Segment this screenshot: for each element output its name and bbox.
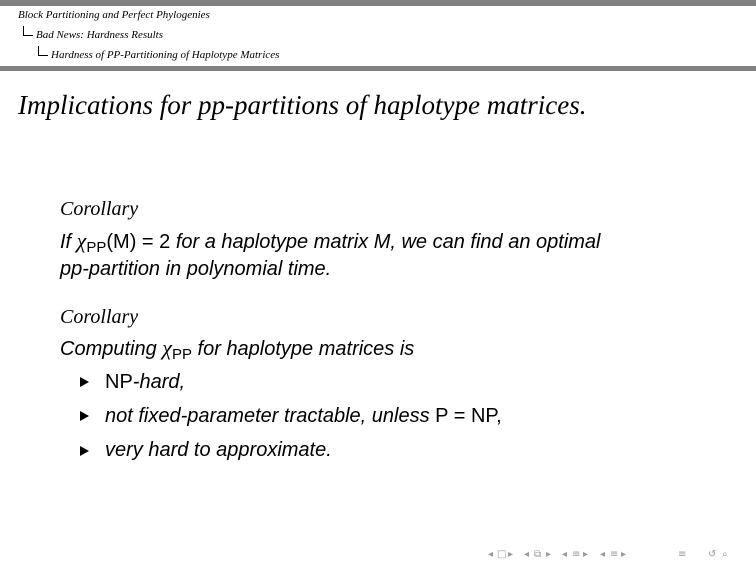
top-rule	[0, 0, 756, 6]
nav-back-icon[interactable]: ↺	[708, 549, 717, 560]
bullet-icon	[80, 377, 89, 387]
corollary-title: Corollary	[60, 306, 139, 328]
tree-connector	[23, 26, 33, 36]
item-italic: very hard to approximate.	[105, 439, 332, 461]
corollary-title: Corollary	[60, 198, 139, 220]
text-rest: for a haplotype matrix M, we can find an optimal	[170, 231, 601, 253]
list-item	[105, 437, 332, 463]
text-post: for haplotype matrices is	[191, 338, 415, 360]
nav-section-icon[interactable]: ≡	[572, 549, 581, 560]
item-italic: not fixed-parameter tractable, unless	[105, 405, 436, 427]
item-trail: ,	[496, 405, 502, 427]
nav-next-section-icon[interactable]: ▸	[583, 549, 589, 560]
nav-prev-subsubsection-icon[interactable]: ◂	[600, 549, 606, 560]
nav-prev-section-icon[interactable]: ◂	[562, 549, 568, 560]
slide-title: Implications for pp-partitions of haplotype matrices.	[18, 90, 587, 120]
nav-search-icon[interactable]: ⌕	[722, 549, 728, 560]
navigation-bar	[488, 548, 750, 562]
bullet-icon	[80, 411, 89, 421]
item-italic: -hard,	[132, 371, 186, 393]
breadcrumb-section[interactable]: Block Partitioning and Perfect Phylogenies	[18, 9, 210, 21]
nav-prev-subsection-icon[interactable]: ◂	[524, 549, 530, 560]
tree-connector	[38, 46, 48, 56]
breadcrumb-subsection[interactable]: Bad News: Hardness Results	[36, 29, 164, 41]
nav-next-subsubsection-icon[interactable]: ▸	[621, 549, 627, 560]
nav-toc-icon[interactable]: ≡	[678, 549, 687, 560]
text-if: If	[60, 231, 77, 253]
math-expression: (M) = 2	[106, 231, 171, 253]
breadcrumb-subsubsection[interactable]: Hardness of PP-Partitioning of Haplotype Matrices	[51, 49, 280, 61]
chi-subscript: PP	[171, 346, 192, 363]
bullet-icon	[80, 446, 89, 456]
nav-subsection-icon[interactable]: ⧉	[534, 549, 542, 560]
nav-next-subsection-icon[interactable]: ▸	[546, 549, 552, 560]
corollary-line	[60, 333, 414, 365]
item-upright: P = NP	[435, 405, 497, 427]
text-computing: Computing	[60, 338, 163, 360]
list-item	[105, 369, 185, 395]
nav-prev-frame-icon[interactable]: ◂	[488, 549, 494, 560]
header-rule	[0, 66, 756, 71]
nav-subsubsection-icon[interactable]: ≡	[610, 549, 619, 560]
chi-symbol: χ	[76, 228, 87, 253]
nav-next-frame-icon[interactable]: ▸	[508, 549, 514, 560]
corollary-line	[60, 226, 601, 258]
chi-subscript: PP	[86, 239, 107, 256]
item-upright: NP	[105, 371, 133, 393]
corollary-line: pp-partition in polynomial time.	[60, 258, 332, 280]
nav-frame-icon[interactable]: □	[497, 549, 507, 560]
list-item	[105, 403, 502, 429]
chi-symbol: χ	[162, 335, 172, 360]
